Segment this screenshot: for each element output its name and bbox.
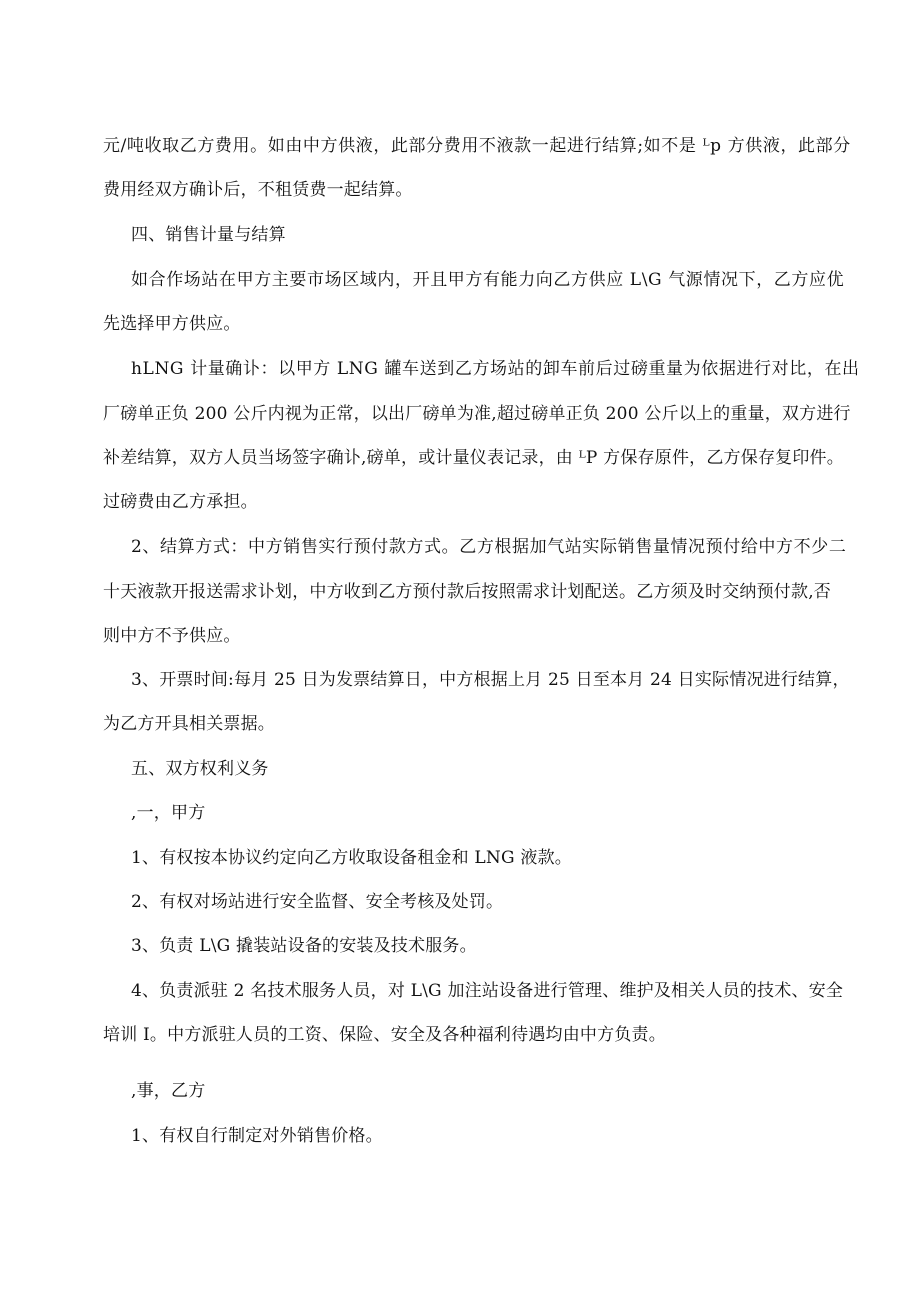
list-item: 2、有权对场站进行安全监督、安全考核及处罚。 [131,892,504,912]
text-line: 十天液款开报送需求讣划，中方收到乙方预付款后按照需求计划配送。乙方须及时交纳预付款,否 [103,582,832,602]
subsection-heading: ,事，乙方 [131,1081,206,1101]
text-line: 补差结算，双方人员当场签字确讣,磅单，或计量仪表记录，由 ᴸP 方保存原件，乙方保存复印件。 [103,448,844,468]
text-line: 过磅费由乙方承担。 [103,492,258,512]
text-line: 培训 I。中方派驻人员的工资、保险、安全及各种福利待遇均由中方负责。 [103,1025,666,1045]
list-item: 3、负责 L\G 撬装站设备的安装及技术服务。 [131,936,477,956]
section-heading: 五、双方权利义务 [131,759,269,779]
list-item: 4、负责派驻 2 名技术服务人员，对 L\G 加注站设备进行管理、维护及相关人员的技术、安全 [131,981,844,1001]
text-line: 2、结算方式：中方销售实行预付款方式。乙方根据加气站实际销售量情况预付给中方不少二 [131,537,847,557]
text-line: hLNG 计量确讣：以甲方 LNG 罐车送到乙方场站的卸车前后过磅重量为依据进行对比，在出 [131,359,860,379]
text-line: 则中方不予供应。 [103,626,241,646]
text-line: 元/吨收取乙方费用。如由中方供液，此部分费用不液款一起进行结算;如不是 ᴸp 方供液，此部分 [103,136,851,156]
section-heading: 四、销售计量与结算 [131,225,286,245]
text-line: 为乙方开具相关票据。 [103,714,275,734]
text-line: 先选择甲方供应。 [103,314,241,334]
text-line: 如合作场站在甲方主要市场区域内，开且甲方有能力向乙方供应 L\G 气源情况下，乙方应优 [131,270,845,290]
list-item: 1、有权自行制定对外销售价格。 [131,1126,383,1146]
subsection-heading: ,一，甲方 [131,803,206,823]
text-line: 厂磅单正负 200 公斤内视为正常，以出厂磅单为准,超过磅单正负 200 公斤以上的重量，双方进行 [103,404,851,424]
text-line: 3、开票时间:每月 25 日为发票结算日，中方根据上月 25 日至本月 24 日实际情况进行结算， [131,670,850,690]
list-item: 1、有权按本协议约定向乙方收取设备租金和 LNG 液款。 [131,848,572,868]
text-line: 费用经双方确讣后，不租赁费一起结算。 [103,180,413,200]
